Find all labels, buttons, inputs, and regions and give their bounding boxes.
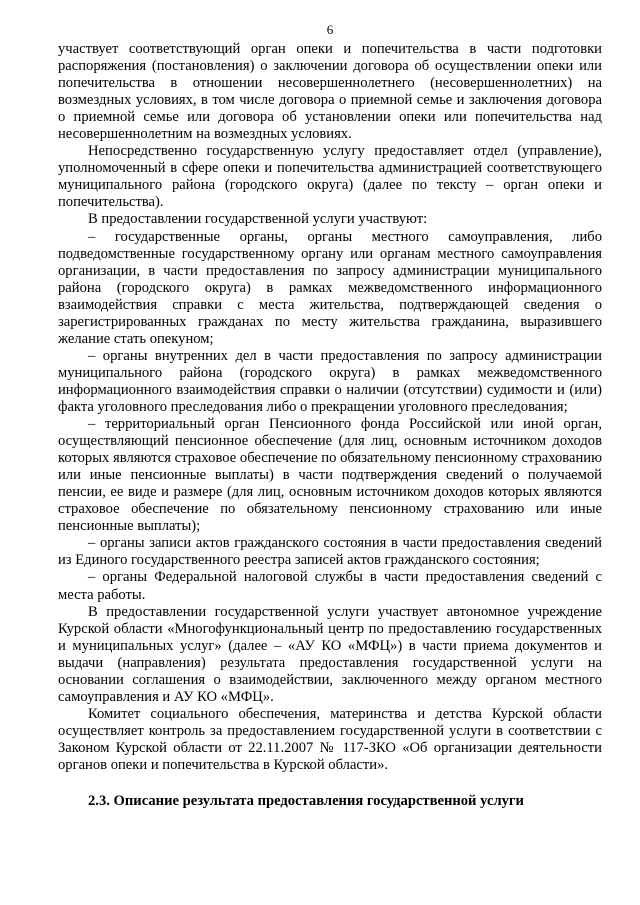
paragraph-3: В предоставлении государственной услуги участвуют: (88, 211, 428, 228)
document-page (58, 22, 602, 810)
page-number: 6 (326, 22, 334, 37)
section-heading: 2.3. Описание результата предоставления государственной услуги (88, 793, 524, 810)
list-item-1: – государственные органы, органы местного самоуправления, либо подведомственные государственному органу или органам местного самоуправления организации, в части предоставления по запросу администрации муниципального района (городского округа) в рамках межведомственного информационного взаимодействия справки с места жительства, подтверждающей сведения о зарегистрированных гражданах по месту жительства гражданина, выразившего желание стать опекуном; (58, 228, 602, 347)
paragraph-mfc: В предоставлении государственной услуги участвует автономное учреждение Курской области «Многофункциональный центр по предоставлению государственных и муниципальных услуг» (далее – «АУ КО «МФЦ») в части приема документов и выдачи (направления) результата предоставления государственной услуги на основании соглашения о взаимодействии, заключенного между органом местного самоуправления и АУ КО «МФЦ». (58, 603, 602, 705)
paragraph-2: Непосредственно государственную услугу предоставляет отдел (управление), уполномоченный в сфере опеки и попечительства администрацией соответствующего муниципального района (городского округа) (далее по тексту – орган опеки и попечительства). (58, 143, 602, 211)
list-item-4: – органы записи актов гражданского состояния в части предоставления сведений из Единого государственного реестра записей актов гражданского состояния; (58, 535, 602, 569)
paragraph-committee: Комитет социального обеспечения, материнства и детства Курской области осуществляет контроль за предоставлением государственной услуги в соответствии с Законом Курской области от 22.11.2007 № 117-ЗКО «Об организации деятельности органов опеки и попечительства в Курской области». (58, 705, 602, 773)
list-item-3: – территориальный орган Пенсионного фонда Российской или иной орган, осуществляющий пенсионное обеспечение (для лиц, основным источником доходов которых являются страховое обеспечение по обязательному пенсионному страхованию или иные пенсионные выплаты) в части подтверждения сведений о получаемой пенсии, ее виде и размере (для лиц, основным источником доходов которых являются страховое обеспечение по обязательному пенсионному страхованию или иные пенсионные выплаты); (58, 416, 602, 535)
list-item-5: – органы Федеральной налоговой службы в части предоставления сведений с места работы. (58, 569, 602, 603)
list-item-2: – органы внутренних дел в части предоставления по запросу администрации муниципального района (городского округа) в рамках межведомственного информационного взаимодействия справки о наличии (отсутствии) судимости и (или) факта уголовного преследования либо о прекращении уголовного преследования; (58, 347, 602, 415)
paragraph-1: участвует соответствующий орган опеки и попечительства в части подготовки распоряжения (постановления) о заключении договора об осуществлении опеки или попечительства в отношении несовершеннолетнего (несовершеннолетних) на возмездных условиях, в том числе договора о приемной семье и заключения договора о приемной семье или договора об установлении опеки или попечительства над несовершеннолетним на возмездных условиях. (58, 41, 602, 143)
